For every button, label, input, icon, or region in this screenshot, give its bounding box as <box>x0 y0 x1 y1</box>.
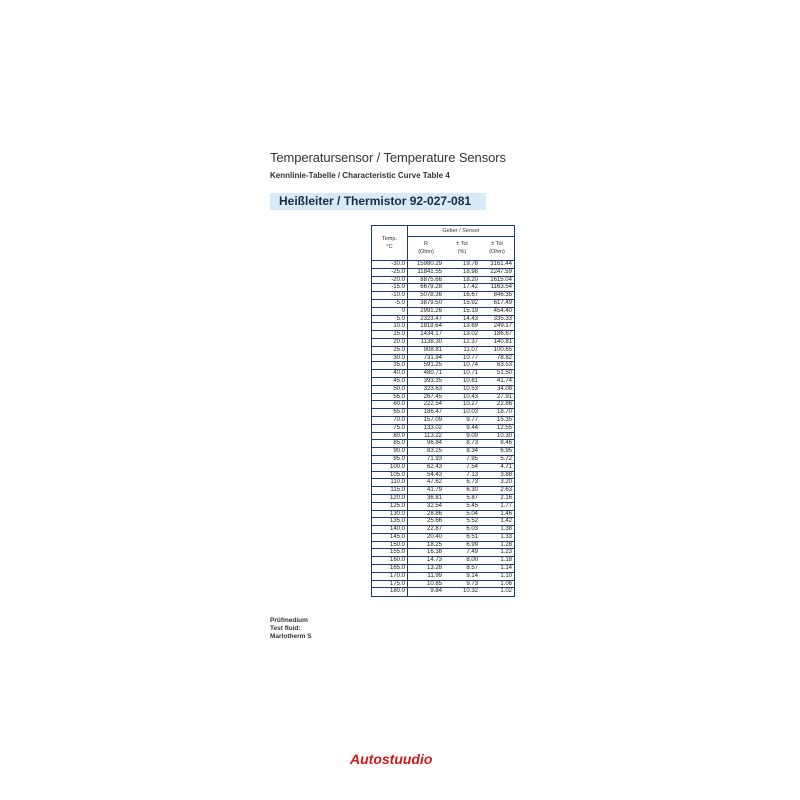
tolerance-percent-cell: 14.43 <box>462 315 478 322</box>
table-row <box>372 456 514 464</box>
table-row <box>372 448 514 456</box>
temp-cell: 175.0 <box>372 581 408 588</box>
table-row <box>372 557 514 565</box>
tolerance-percent-cell: 10.27 <box>462 401 478 408</box>
tolerance-percent-cell: 16.67 <box>462 292 478 299</box>
resistance-cell: 2991.26 <box>420 307 442 314</box>
resistance-cell: 11.99 <box>427 572 442 579</box>
table-row <box>372 323 514 331</box>
table-row <box>372 526 514 534</box>
resistance-cell: 83.25 <box>426 448 442 455</box>
temp-cell: 50.0 <box>372 386 408 393</box>
tolerance-ohm-cell: 1.42 <box>500 518 512 525</box>
resistance-cell: 16.38 <box>426 549 442 556</box>
tolerance-percent-cell: 9.44 <box>466 424 478 431</box>
tolerance-ohm-cell: 5.72 <box>500 455 512 462</box>
tolerance-ohm-cell: 186.67 <box>493 331 512 338</box>
tolerance-ohm-cell: 1.38 <box>500 526 512 533</box>
table-row <box>372 378 514 386</box>
table-subtitle: Kennlinie-Tabelle / Characteristic Curve Table 4 <box>270 171 450 180</box>
tolerance-ohm-cell: 4.71 <box>500 463 512 470</box>
temp-cell: 105.0 <box>372 472 408 479</box>
table-row <box>372 503 514 511</box>
resistance-cell: 71.93 <box>426 455 442 462</box>
resistance-cell: 20.40 <box>426 533 442 540</box>
temp-cell: 120.0 <box>372 495 408 502</box>
tolerance-percent-cell: 9.14 <box>466 572 478 579</box>
tolerance-percent-cell: 9.09 <box>466 432 478 439</box>
resistance-cell: 908.81 <box>423 346 442 353</box>
resistance-cell: 96.84 <box>426 440 442 447</box>
tolerance-percent-cell: 10.32 <box>462 588 478 595</box>
table-row <box>372 292 514 300</box>
table-row <box>372 534 514 542</box>
resistance-cell: 9.84 <box>430 588 442 595</box>
tolerance-percent-cell: 6.30 <box>466 487 478 494</box>
table-row <box>372 370 514 378</box>
tolerance-percent-cell: 18.98 <box>462 268 478 275</box>
resistance-cell: 133.02 <box>423 424 442 431</box>
temp-cell: 25.0 <box>372 347 408 354</box>
test-fluid-line3: Marlotherm S <box>270 633 312 640</box>
tolerance-ohm-cell: 1.10 <box>500 572 512 579</box>
tolerance-ohm-cell: 3161.44 <box>490 261 512 267</box>
resistance-cell: 62.43 <box>426 463 442 470</box>
tolerance-ohm-header-line1: ± Tol <box>491 241 503 247</box>
tolerance-ohm-cell: 78.82 <box>496 354 512 361</box>
tolerance-ohm-cell: 41.74 <box>496 377 512 384</box>
resistance-cell: 731.94 <box>423 354 442 361</box>
tolerance-ohm-cell: 2.63 <box>500 487 512 494</box>
tolerance-ohm-cell: 6.95 <box>500 448 512 455</box>
tolerance-percent-cell: 9.73 <box>466 580 478 587</box>
resistance-cell: 2323.47 <box>420 315 442 322</box>
tolerance-percent-cell: 7.95 <box>466 455 478 462</box>
table-row <box>372 495 514 503</box>
tolerance-percent-cell: 8.34 <box>466 448 478 455</box>
table-row <box>372 487 514 495</box>
table-row <box>372 433 514 441</box>
resistance-cell: 47.62 <box>426 479 442 486</box>
tolerance-percent-cell: 8.73 <box>466 440 478 447</box>
temp-cell: 30.0 <box>372 355 408 362</box>
tolerance-ohm-cell: 1.14 <box>500 565 512 572</box>
table-row <box>372 261 514 269</box>
temp-cell: 150.0 <box>372 542 408 549</box>
tolerance-ohm-cell: 1.46 <box>500 510 512 517</box>
table-row <box>372 300 514 308</box>
tolerance-ohm-cell: 1.02 <box>500 588 512 595</box>
tolerance-percent-cell: 19.78 <box>462 261 478 267</box>
resistance-cell: 8875.66 <box>420 276 442 283</box>
resistance-cell: 10.85 <box>426 580 442 587</box>
table-row <box>372 542 514 550</box>
tolerance-percent-cell: 5.52 <box>466 518 478 525</box>
tolerance-ohm-cell: 140.81 <box>493 338 512 345</box>
tolerance-percent-cell: 11.07 <box>463 346 478 353</box>
tolerance-ohm-cell: 63.53 <box>496 362 512 369</box>
tolerance-ohm-cell: 1615.04 <box>490 276 512 283</box>
resistance-cell: 54.43 <box>426 471 442 478</box>
table-row <box>372 464 514 472</box>
temp-cell: 0 <box>372 308 408 315</box>
temp-cell: 65.0 <box>372 409 408 416</box>
tolerance-ohm-column-header <box>480 237 514 260</box>
tolerance-percent-cell: 5.87 <box>466 494 478 501</box>
tolerance-ohm-cell: 15.35 <box>496 416 512 423</box>
resistance-cell: 157.09 <box>423 416 442 423</box>
tolerance-percent-cell: 6.73 <box>466 479 478 486</box>
resistance-cell: 480.71 <box>423 370 442 377</box>
temp-cell: -20.0 <box>372 277 408 284</box>
page-title: Temperatursensor / Temperature Sensors <box>270 150 506 165</box>
tolerance-ohm-cell: 1.06 <box>500 580 512 587</box>
resistance-header-line2: (Ohm) <box>418 249 434 255</box>
table-row <box>372 472 514 480</box>
resistance-cell: 28.86 <box>426 510 442 517</box>
thermistor-banner: Heißleiter / Thermistor 92-027-081 <box>270 193 486 210</box>
tolerance-ohm-cell: 12.55 <box>496 424 512 431</box>
tolerance-percent-cell: 5.04 <box>466 510 478 517</box>
tolerance-percent-cell: 8.00 <box>466 557 478 564</box>
tolerance-percent-cell: 10.71 <box>462 370 478 377</box>
temp-cell: 170.0 <box>372 573 408 580</box>
tolerance-ohm-header-line2: (Ohm) <box>489 249 505 255</box>
table-row <box>372 417 514 425</box>
tolerance-percent-cell: 18.20 <box>462 276 478 283</box>
table-row <box>372 386 514 394</box>
table-row <box>372 588 514 596</box>
temp-cell: 35.0 <box>372 362 408 369</box>
resistance-cell: 32.54 <box>426 502 442 509</box>
table-row <box>372 425 514 433</box>
tolerance-ohm-cell: 3.88 <box>500 471 512 478</box>
temp-cell: 135.0 <box>372 518 408 525</box>
table-row <box>372 401 514 409</box>
tolerance-percent-cell: 6.51 <box>466 533 478 540</box>
tolerance-ohm-cell: 51.50 <box>496 370 512 377</box>
tolerance-ohm-cell: 335.33 <box>493 315 512 322</box>
tolerance-ohm-cell: 1.18 <box>500 557 512 564</box>
tolerance-percent-cell: 8.57 <box>466 565 478 572</box>
tolerance-ohm-cell: 249.17 <box>493 323 512 330</box>
table-row <box>372 479 514 487</box>
tolerance-percent-cell: 10.43 <box>462 393 478 400</box>
temp-cell: 155.0 <box>372 549 408 556</box>
characteristic-table <box>371 225 515 597</box>
temp-cell: 90.0 <box>372 448 408 455</box>
resistance-cell: 13.28 <box>426 565 442 572</box>
tolerance-percent-cell: 6.99 <box>466 541 478 548</box>
temp-cell: 165.0 <box>372 565 408 572</box>
tolerance-ohm-cell: 1163.54 <box>490 284 512 291</box>
temp-cell: -30.0 <box>372 261 408 268</box>
tolerance-percent-header-line2: (%) <box>457 249 467 255</box>
tolerance-ohm-cell: 1.77 <box>500 502 512 509</box>
resistance-header-line1: R <box>424 241 428 247</box>
table-row <box>372 316 514 324</box>
tolerance-ohm-cell: 454.40 <box>493 307 512 314</box>
tolerance-ohm-cell: 3.20 <box>500 479 512 486</box>
tolerance-ohm-cell: 2.16 <box>500 494 512 501</box>
resistance-cell: 267.45 <box>423 393 442 400</box>
resistance-cell: 36.81 <box>426 494 442 501</box>
tolerance-percent-header-line1: ± Tol <box>456 241 468 247</box>
table-row <box>372 409 514 417</box>
temp-cell: 5.0 <box>372 316 408 323</box>
temp-cell: 125.0 <box>372 503 408 510</box>
sensor-group-header: Geber / Sensor <box>408 226 514 237</box>
resistance-column-header <box>408 237 444 260</box>
tolerance-percent-cell: 10.03 <box>462 409 478 416</box>
tolerance-ohm-cell: 1.33 <box>500 533 512 540</box>
table-row <box>372 362 514 370</box>
test-fluid-line2: Test fluid: <box>270 625 301 632</box>
temp-cell: -15.0 <box>372 284 408 291</box>
table-row <box>372 581 514 589</box>
tolerance-ohm-cell: 22.86 <box>496 401 512 408</box>
table-header <box>372 226 514 261</box>
tolerance-percent-cell: 6.03 <box>466 526 478 533</box>
tolerance-percent-cell: 10.77 <box>462 354 478 361</box>
temp-cell: 110.0 <box>372 479 408 486</box>
resistance-cell: 18.25 <box>426 541 442 548</box>
temp-cell: 40.0 <box>372 370 408 377</box>
temp-cell: 180.0 <box>372 588 408 596</box>
temp-cell: -5.0 <box>372 300 408 307</box>
resistance-cell: 15980.29 <box>416 261 442 267</box>
table-row <box>372 518 514 526</box>
tolerance-percent-cell: 12.37 <box>462 338 478 345</box>
temp-cell: 100.0 <box>372 464 408 471</box>
tolerance-ohm-cell: 617.49 <box>493 299 512 306</box>
tolerance-percent-cell: 5.45 <box>466 502 478 509</box>
table-row <box>372 308 514 316</box>
tolerance-percent-cell: 10.61 <box>462 377 478 384</box>
tolerance-percent-cell: 9.77 <box>466 416 478 423</box>
resistance-cell: 1434.17 <box>420 331 442 338</box>
temp-cell: 95.0 <box>372 456 408 463</box>
temp-cell: 130.0 <box>372 511 408 518</box>
table-row <box>372 440 514 448</box>
tolerance-ohm-cell: 2247.59 <box>490 268 512 275</box>
tolerance-ohm-cell: 10.30 <box>496 432 512 439</box>
table-row <box>372 331 514 339</box>
temp-cell: 15.0 <box>372 331 408 338</box>
resistance-cell: 5078.36 <box>420 292 442 299</box>
temp-cell: 70.0 <box>372 417 408 424</box>
table-row <box>372 339 514 347</box>
temp-cell: 55.0 <box>372 394 408 401</box>
temp-cell: 75.0 <box>372 425 408 432</box>
autostuudio-watermark: Autostuudio <box>350 751 433 767</box>
temp-cell: 115.0 <box>372 487 408 494</box>
temp-cell: 80.0 <box>372 433 408 440</box>
resistance-cell: 222.54 <box>423 401 442 408</box>
tolerance-percent-cell: 15.19 <box>462 307 478 314</box>
table-row <box>372 355 514 363</box>
resistance-cell: 591.25 <box>423 362 442 369</box>
resistance-cell: 41.79 <box>426 487 442 494</box>
temp-column-header <box>372 226 408 260</box>
temp-header-line1: Temp. <box>382 236 397 242</box>
resistance-cell: 393.35 <box>423 377 442 384</box>
tolerance-ohm-cell: 18.70 <box>496 409 512 416</box>
tolerance-percent-cell: 10.74 <box>462 362 478 369</box>
table-row <box>372 277 514 285</box>
temp-cell: -10.0 <box>372 292 408 299</box>
table-row <box>372 511 514 519</box>
resistance-cell: 25.66 <box>426 518 442 525</box>
tolerance-ohm-cell: 100.65 <box>493 346 512 353</box>
tolerance-percent-cell: 10.53 <box>462 385 478 392</box>
resistance-cell: 113.22 <box>424 432 442 439</box>
test-fluid-note <box>270 617 312 641</box>
table-row <box>372 394 514 402</box>
temp-cell: 60.0 <box>372 401 408 408</box>
resistance-cell: 11841.55 <box>417 268 442 275</box>
table-row <box>372 565 514 573</box>
tolerance-percent-cell: 7.13 <box>466 471 478 478</box>
resistance-cell: 186.47 <box>423 409 442 416</box>
tolerance-percent-cell: 13.02 <box>462 331 478 338</box>
tolerance-percent-cell: 7.54 <box>466 463 478 470</box>
temp-cell: 45.0 <box>372 378 408 385</box>
temp-cell: 10.0 <box>372 323 408 330</box>
test-fluid-line1: Prüfmedium <box>270 617 308 624</box>
tolerance-percent-column-header <box>444 237 480 260</box>
tolerance-ohm-cell: 8.46 <box>500 440 512 447</box>
table-row <box>372 347 514 355</box>
tolerance-ohm-cell: 1.23 <box>500 549 512 556</box>
temp-cell: -25.0 <box>372 269 408 276</box>
table-row <box>372 269 514 277</box>
table-body <box>372 261 514 596</box>
temp-cell: 145.0 <box>372 534 408 541</box>
tolerance-ohm-cell: 846.35 <box>493 292 512 299</box>
temp-header-line2: °C <box>386 244 393 250</box>
resistance-cell: 14.73 <box>426 557 442 564</box>
tolerance-ohm-cell: 27.91 <box>496 393 512 400</box>
temp-cell: 20.0 <box>372 339 408 346</box>
tolerance-percent-cell: 17.42 <box>462 284 478 291</box>
temp-cell: 140.0 <box>372 526 408 533</box>
resistance-cell: 6679.28 <box>420 284 442 291</box>
tolerance-percent-cell: 13.69 <box>462 323 478 330</box>
tolerance-ohm-cell: 34.08 <box>496 385 512 392</box>
table-row <box>372 549 514 557</box>
temp-cell: 160.0 <box>372 557 408 564</box>
resistance-cell: 323.63 <box>423 385 442 392</box>
tolerance-percent-cell: 7.49 <box>466 549 478 556</box>
table-row <box>372 573 514 581</box>
resistance-cell: 1138.30 <box>420 338 442 345</box>
tolerance-percent-cell: 15.92 <box>462 299 478 306</box>
tolerance-ohm-cell: 1.28 <box>500 541 512 548</box>
resistance-cell: 3879.50 <box>420 299 442 306</box>
table-row <box>372 284 514 292</box>
temp-cell: 85.0 <box>372 440 408 447</box>
resistance-cell: 22.87 <box>426 526 442 533</box>
resistance-cell: 1819.64 <box>420 323 442 330</box>
